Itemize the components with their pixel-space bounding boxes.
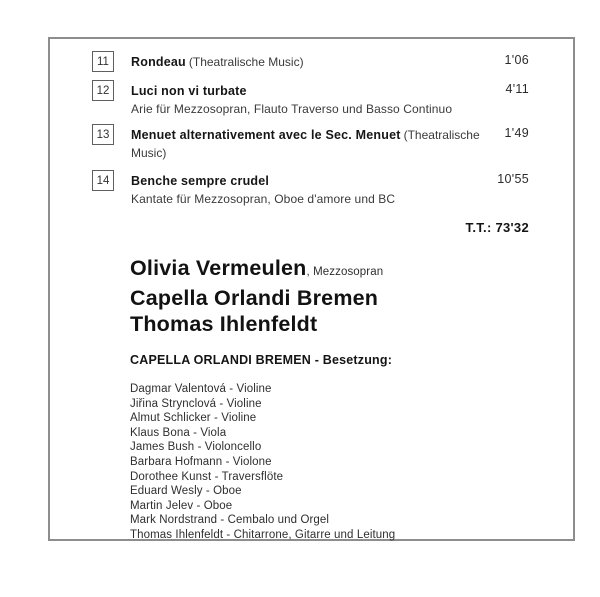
ensemble-member: Jiřina Strynclová - Violine bbox=[130, 397, 262, 410]
artist-list bbox=[130, 255, 529, 337]
track-info bbox=[114, 124, 505, 162]
ensemble-member: Barbara Hofmann - Violone bbox=[130, 455, 272, 468]
ensemble-member: Eduard Wesly - Oboe bbox=[130, 485, 242, 498]
ensemble-member: Mark Nordstrand - Cembalo und Orgel bbox=[130, 514, 330, 527]
track-title-line bbox=[131, 53, 304, 70]
track-annotation: (Theatralische Music) bbox=[188, 55, 304, 69]
ensemble-member: Martin Jelev - Oboe bbox=[130, 499, 233, 512]
track-subtitle: Kantate für Mezzosopran, Oboe d'amore und BC bbox=[131, 192, 396, 206]
track-title-line bbox=[131, 82, 247, 99]
artist-line bbox=[130, 311, 529, 337]
ensemble-member: Dagmar Valentová - Violine bbox=[130, 383, 272, 395]
track-info bbox=[114, 51, 505, 71]
ensemble-member: Klaus Bona - Viola bbox=[130, 426, 227, 439]
track-row bbox=[92, 51, 529, 72]
track-number-box bbox=[92, 80, 114, 101]
artist-name: Thomas Ihlenfeldt bbox=[130, 312, 318, 336]
track-title: Menuet alternativement avec le Sec. Menuet bbox=[131, 128, 401, 142]
track-row bbox=[92, 80, 529, 116]
track-number-box bbox=[92, 170, 114, 191]
total-time: T.T.: 73'32 bbox=[465, 220, 529, 235]
ensemble-member: Almut Schlicker - Violine bbox=[130, 412, 257, 425]
track-title-line bbox=[131, 172, 269, 189]
track-subtitle: Arie für Mezzosopran, Flauto Traverso und Basso Continuo bbox=[131, 102, 453, 116]
track-list bbox=[92, 51, 529, 206]
track-number: 13 bbox=[96, 128, 110, 141]
artist-name: Olivia Vermeulen bbox=[130, 256, 307, 280]
ensemble-heading: CAPELLA ORLANDI BREMEN - Besetzung: bbox=[130, 353, 393, 367]
track-duration: 10'55 bbox=[497, 172, 529, 186]
track-number-box bbox=[92, 51, 114, 72]
page-frame bbox=[48, 37, 575, 541]
artist-line bbox=[130, 285, 529, 311]
ensemble-member: James Bush - Violoncello bbox=[130, 441, 262, 454]
track-duration: 1'49 bbox=[504, 126, 529, 140]
track-title: Benche sempre crudel bbox=[131, 174, 270, 188]
track-row bbox=[92, 170, 529, 206]
track-number: 11 bbox=[97, 55, 109, 68]
track-number-box bbox=[92, 124, 114, 145]
track-title: Rondeau bbox=[131, 55, 186, 69]
track-number: 14 bbox=[96, 174, 110, 187]
ensemble-member: Dorothee Kunst - Traversflöte bbox=[130, 470, 284, 483]
artist-name: Capella Orlandi Bremen bbox=[130, 286, 379, 310]
ensemble-list bbox=[130, 382, 529, 543]
track-number: 12 bbox=[96, 84, 110, 97]
artist-line bbox=[130, 255, 529, 285]
track-duration: 1'06 bbox=[504, 53, 529, 67]
track-duration: 4'11 bbox=[505, 82, 529, 96]
ensemble-member: Thomas Ihlenfeldt - Chitarrone, Gitarre und Leitung bbox=[130, 528, 396, 541]
track-row bbox=[92, 124, 529, 162]
artist-role: , Mezzosopran bbox=[306, 266, 384, 278]
track-info bbox=[114, 170, 497, 206]
track-title: Luci non vi turbate bbox=[131, 84, 247, 98]
track-title-line bbox=[131, 126, 480, 161]
track-annotation: (Theatralische Music) bbox=[131, 128, 480, 160]
track-info bbox=[114, 80, 505, 116]
